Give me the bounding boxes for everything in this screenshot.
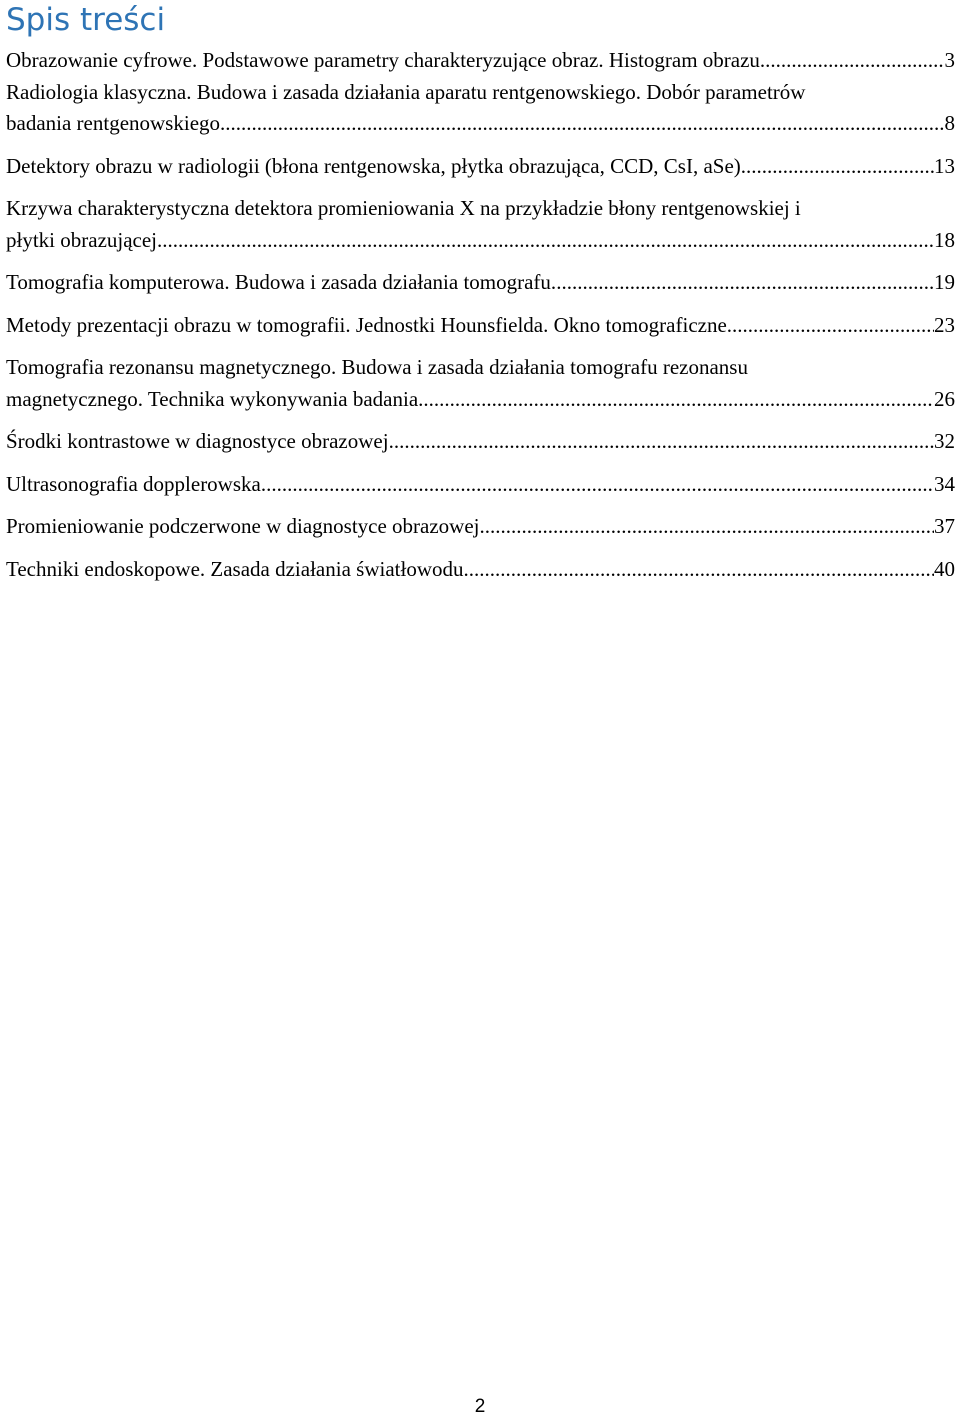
toc-entry[interactable] xyxy=(6,511,955,543)
toc-leader-dots xyxy=(162,225,934,257)
toc-leader-dots xyxy=(485,511,934,543)
toc-leader-dots xyxy=(394,426,934,458)
toc-leader-dots xyxy=(732,310,934,342)
toc-entry[interactable] xyxy=(6,426,955,458)
toc-entry[interactable] xyxy=(6,352,955,415)
toc-leader-dots xyxy=(225,108,944,140)
toc-page-number: 26 xyxy=(934,386,955,411)
toc-entry-title: Środki kontrastowe w diagnostyce obrazowej. xyxy=(6,429,394,453)
toc-entry[interactable] xyxy=(6,554,955,586)
toc-page-number: 32 xyxy=(934,429,955,453)
toc-entry-title: płytki obrazującej. xyxy=(6,227,163,252)
toc-entry[interactable] xyxy=(6,469,955,501)
toc-page-number: 34 xyxy=(934,471,955,496)
toc-page-number: 40 xyxy=(934,556,955,581)
toc-entry-title: Tomografia komputerowa. Budowa i zasada działania tomografu. xyxy=(6,270,557,294)
toc-page-number: 3 xyxy=(944,48,955,72)
toc-page-number: 18 xyxy=(934,227,955,252)
toc-entry[interactable] xyxy=(6,193,955,256)
toc-entry-title: Techniki endoskopowe. Zasada działania światłowodu. xyxy=(6,556,469,581)
toc-entry-title: badania rentgenowskiego. xyxy=(6,111,226,135)
toc-entry-title-line: Radiologia klasyczna. Budowa i zasada działania aparatu rentgenowskiego. Dobór parametrów xyxy=(6,79,806,104)
toc-leader-dots xyxy=(266,469,934,501)
toc-entry-title: Ultrasonografia dopplerowska. xyxy=(6,471,267,496)
toc-leader-dots xyxy=(765,45,944,77)
toc-entry-title-line: Tomografia rezonansu magnetycznego. Budowa i zasada działania tomografu rezonansu xyxy=(6,355,748,379)
toc-entry-title: Detektory obrazu w radiologii (błona rentgenowska, płytka obrazująca, CCD, CsI, aSe) xyxy=(6,153,741,178)
toc-entry[interactable] xyxy=(6,45,955,77)
toc-entry[interactable] xyxy=(6,77,955,140)
footer-page-number: 2 xyxy=(474,1396,486,1417)
toc-page-number: 37 xyxy=(934,514,955,538)
toc-leader-dots xyxy=(741,151,934,183)
toc-entry-title: magnetycznego. Technika wykonywania badania. xyxy=(6,386,424,411)
toc-entry-title: Obrazowanie cyfrowe. Podstawowe parametry charakteryzujące obraz. Histogram obrazu. xyxy=(6,48,766,72)
toc-entry-title-line: Krzywa charakterystyczna detektora promieniowania X na przykładzie błony rentgenowskiej i xyxy=(6,196,801,220)
toc-entry[interactable] xyxy=(6,151,955,183)
toc-entry[interactable] xyxy=(6,267,955,299)
toc-page-number: 19 xyxy=(934,270,955,294)
toc-entry[interactable] xyxy=(6,310,955,342)
toc-page-number: 8 xyxy=(944,111,955,135)
toc-leader-dots xyxy=(423,384,934,416)
toc-entry-title: Promieniowanie podczerwone w diagnostyce obrazowej. xyxy=(6,514,485,538)
table-of-contents xyxy=(0,45,960,585)
page-title: Spis treści xyxy=(6,2,166,38)
toc-page-number: 13 xyxy=(934,153,955,178)
toc-entry-title: Metody prezentacji obrazu w tomografii. Jednostki Hounsfielda. Okno tomograficzne. xyxy=(6,312,733,337)
toc-leader-dots xyxy=(469,554,934,586)
toc-page-number: 23 xyxy=(934,312,955,337)
toc-leader-dots xyxy=(556,267,934,299)
